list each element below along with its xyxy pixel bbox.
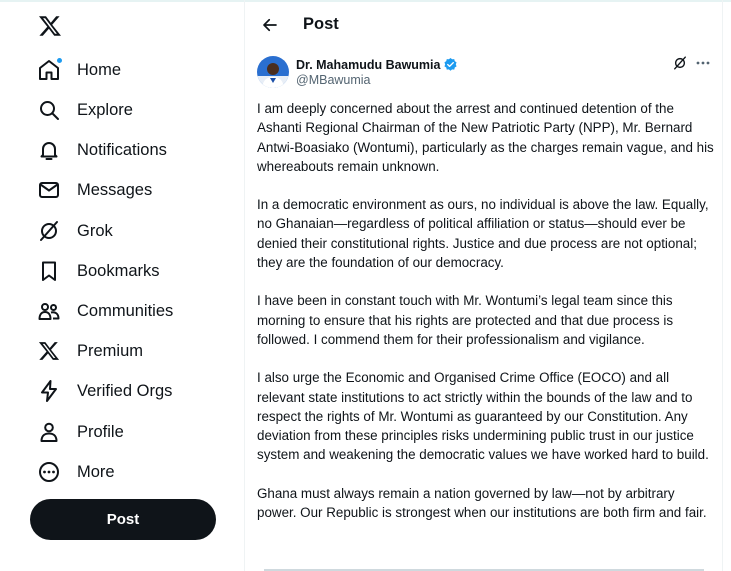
verified-badge-icon (443, 57, 458, 72)
nav-label: Messages (77, 180, 153, 199)
author-handle[interactable]: @MBawumia (296, 73, 371, 87)
bookmark-icon (36, 258, 62, 284)
nav-verified-orgs[interactable] (36, 371, 172, 411)
nav-label: Explore (77, 100, 133, 119)
nav-label: Home (77, 60, 122, 79)
post-body (257, 99, 715, 541)
post-paragraph: I also urge the Economic and Organised Crime Office (EOCO) and all relevant state institutions to act strictly within the bounds of the law and to respect the rights of Mr. Wontumi as guaranteed by our Constitution. Any deviation from these principles risks undermining public trust in our justice system and weakening the democratic values we have worked hard to build. (257, 370, 709, 463)
bell-icon (36, 137, 62, 163)
nav-label: Communities (77, 301, 174, 320)
nav-label: Profile (77, 422, 124, 441)
nav-messages[interactable] (36, 170, 152, 210)
author-name[interactable] (296, 57, 458, 72)
x-logo-icon[interactable] (38, 14, 62, 38)
nav-label: More (77, 462, 115, 481)
post-paragraph: Ghana must always remain a nation governed by law—not by arbitrary power. Our Republic is strongest when our institutions are both firm and fair. (257, 485, 707, 521)
nav-grok[interactable] (36, 211, 113, 251)
nav-home[interactable] (36, 50, 121, 90)
post-paragraph: I have been in constant touch with Mr. Wontumi’s legal team since this morning to ensure that his rights are protected and that due process is followed. I commend them for their professionalism and vigilance. (257, 293, 674, 347)
main-column (245, 0, 723, 571)
home-icon (36, 57, 62, 83)
avatar[interactable] (257, 56, 289, 88)
notification-dot (56, 57, 63, 64)
lightning-icon (36, 378, 62, 404)
nav-label: Notifications (77, 140, 167, 159)
page-header (245, 0, 723, 50)
page-title: Post (303, 15, 339, 33)
back-arrow-icon[interactable] (258, 13, 282, 37)
nav-label: Bookmarks (77, 261, 160, 280)
author-name-text: Dr. Mahamudu Bawumia (296, 57, 441, 72)
communities-icon (36, 298, 62, 324)
nav-label: Premium (77, 341, 144, 360)
x-logo-icon (36, 338, 62, 364)
nav-label: Verified Orgs (77, 381, 173, 400)
post-paragraph: In a democratic environment as ours, no individual is above the law. Equally, no Ghanaian—regardless of political affiliation or status—should ever be denied their constitutional rights. Justice and due process are not optional; they are the foundation of our democracy. (257, 197, 709, 271)
grok-icon[interactable] (673, 56, 687, 70)
post-button[interactable]: Post (30, 499, 216, 540)
more-circle-icon (36, 459, 62, 485)
nav-communities[interactable] (36, 291, 173, 331)
grok-icon (36, 218, 62, 244)
person-icon (36, 419, 62, 445)
nav-bookmarks[interactable] (36, 251, 160, 291)
sidebar (0, 0, 245, 571)
nav-label: Grok (77, 221, 113, 240)
search-icon (36, 97, 62, 123)
nav-notifications[interactable] (36, 130, 167, 170)
post-paragraph: I am deeply concerned about the arrest and continued detention of the Ashanti Regional Chairman of the New Patriotic Party (NPP), Mr. Bernard Antwi-Boasiako (Wontumi), particularly as the charges remain vague, and his whereabouts remain unknown. (257, 101, 714, 174)
envelope-icon (36, 177, 62, 203)
nav-explore[interactable] (36, 90, 133, 130)
nav-more[interactable] (36, 452, 115, 492)
main-right-border (722, 0, 723, 571)
nav-profile[interactable] (36, 412, 124, 452)
nav-premium[interactable] (36, 331, 143, 371)
more-options-icon[interactable] (695, 56, 711, 70)
